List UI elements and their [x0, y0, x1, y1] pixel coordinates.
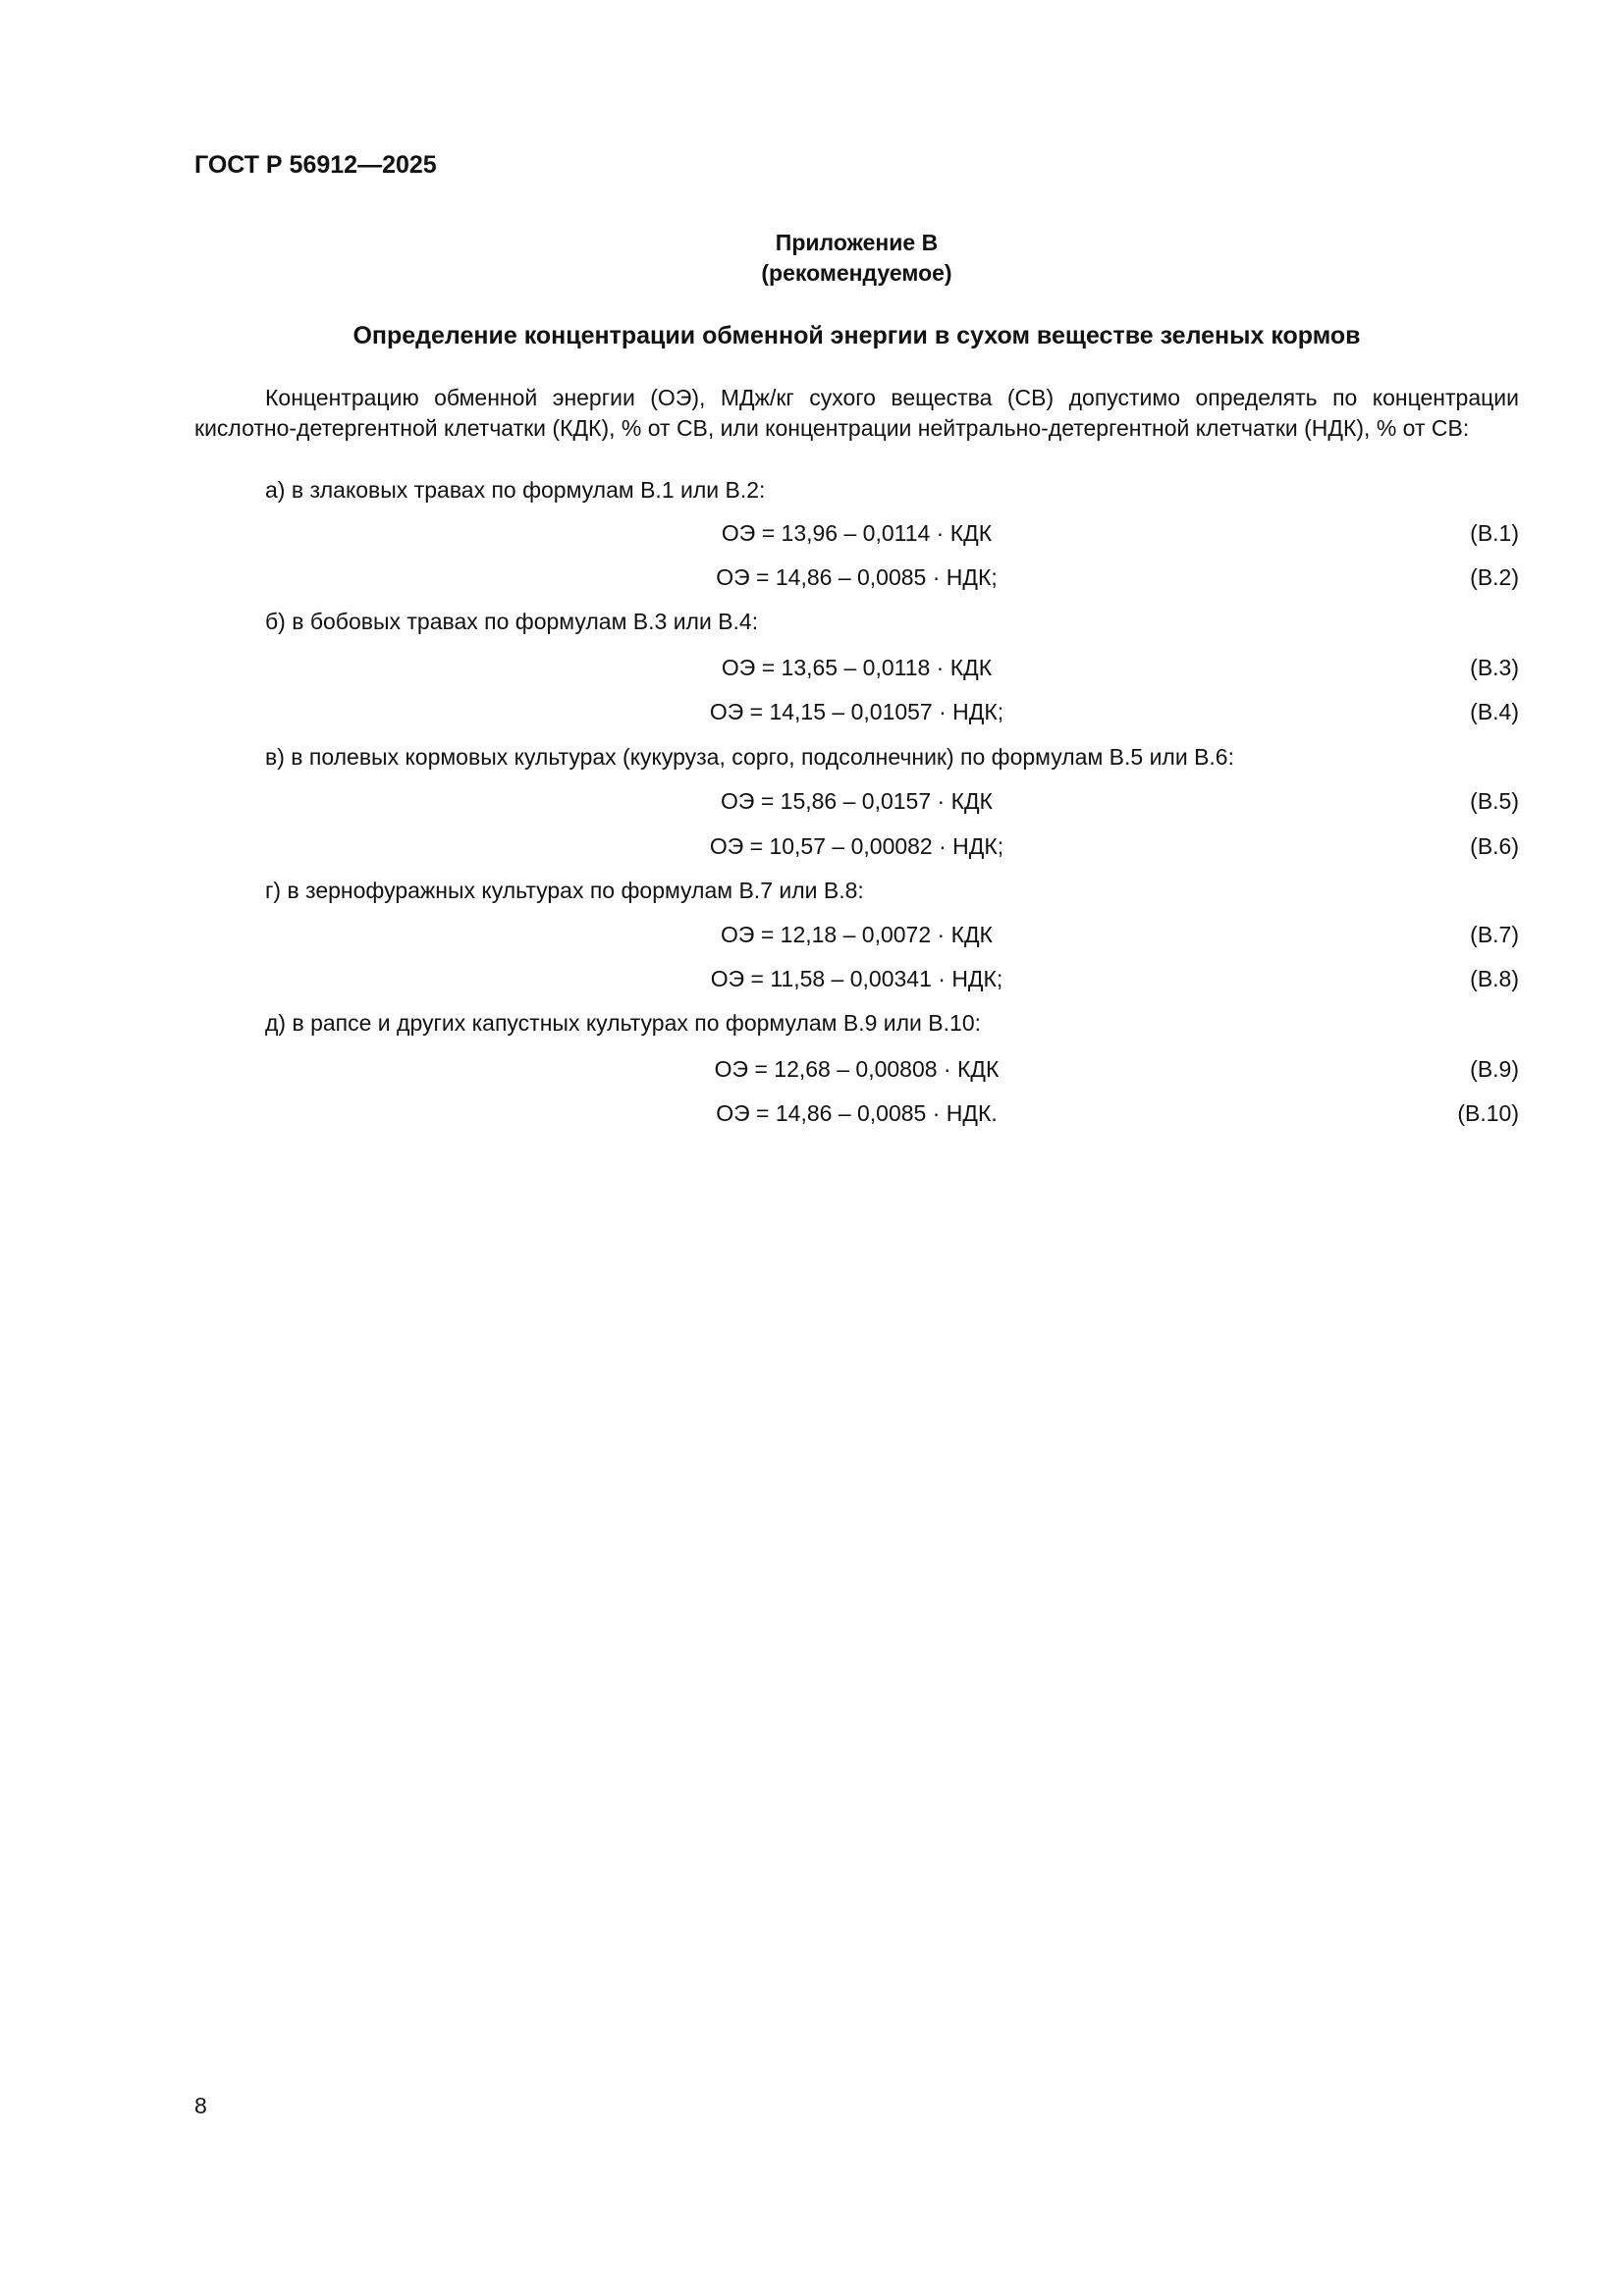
- formula-equation: ОЭ = 14,15 – 0,01057 · НДК;: [709, 699, 1004, 724]
- formula-number: (В.6): [1470, 833, 1519, 859]
- formula-equation: ОЭ = 14,86 – 0,0085 · НДК;: [716, 564, 998, 590]
- formula-equation: ОЭ = 14,86 – 0,0085 · НДК.: [716, 1100, 998, 1126]
- formula-number: (В.7): [1470, 922, 1519, 947]
- formula-number: (В.10): [1457, 1100, 1519, 1126]
- formula-number: (В.2): [1470, 564, 1519, 590]
- formula-equation: ОЭ = 13,65 – 0,0118 · КДК: [721, 655, 993, 680]
- formula-equation: ОЭ = 12,68 – 0,00808 · КДК: [714, 1056, 1000, 1082]
- formula-equation: ОЭ = 11,58 – 0,00341 · НДК;: [710, 966, 1003, 991]
- formula-number: (В.5): [1470, 788, 1519, 814]
- formula-equation: ОЭ = 10,57 – 0,00082 · НДК;: [709, 833, 1004, 859]
- formula-number: (В.8): [1470, 966, 1519, 991]
- formula-number: (В.1): [1470, 520, 1519, 546]
- list-item-label: д) в рапсе и других капустных культурах по формулам В.9 или В.10:: [265, 1010, 982, 1036]
- document-id: ГОСТ Р 56912—2025: [194, 151, 437, 179]
- list-item-label: в) в полевых кормовых культурах (кукуруза, сорго, подсолнечник) по формулам В.5 или В.6:: [265, 744, 1234, 770]
- formula-equation: ОЭ = 12,18 – 0,0072 · КДК: [721, 922, 993, 947]
- formula-number: (В.3): [1470, 655, 1519, 680]
- intro-paragraph: Концентрацию обменной энергии (ОЭ), МДж/кг сухого вещества (СВ) допустимо определять по концентрации кислотно-детергентной клетчатки (КДК), % от СВ, или концентрации нейтрально-детергентной клетчатки (НДК), % от СВ:: [194, 385, 1519, 441]
- formula-equation: ОЭ = 15,86 – 0,0157 · КДК: [721, 788, 993, 814]
- list-item-label: б) в бобовых травах по формулам В.3 или В.4:: [265, 609, 759, 634]
- formula-equation: ОЭ = 13,96 – 0,0114 · КДК: [721, 520, 993, 546]
- formula-number: (В.4): [1470, 699, 1519, 724]
- list-item-label: г) в зернофуражных культурах по формулам В.7 или В.8:: [265, 878, 864, 903]
- appendix-title: Приложение В: [775, 230, 939, 255]
- list-item-label: а) в злаковых травах по формулам В.1 или В.2:: [265, 477, 766, 503]
- section-heading: Определение концентрации обменной энергии в сухом веществе зеленых кормов: [352, 322, 1361, 349]
- page-number: 8: [194, 2093, 207, 2118]
- formula-number: (В.9): [1470, 1056, 1519, 1082]
- appendix-status: (рекомендуемое): [761, 260, 952, 286]
